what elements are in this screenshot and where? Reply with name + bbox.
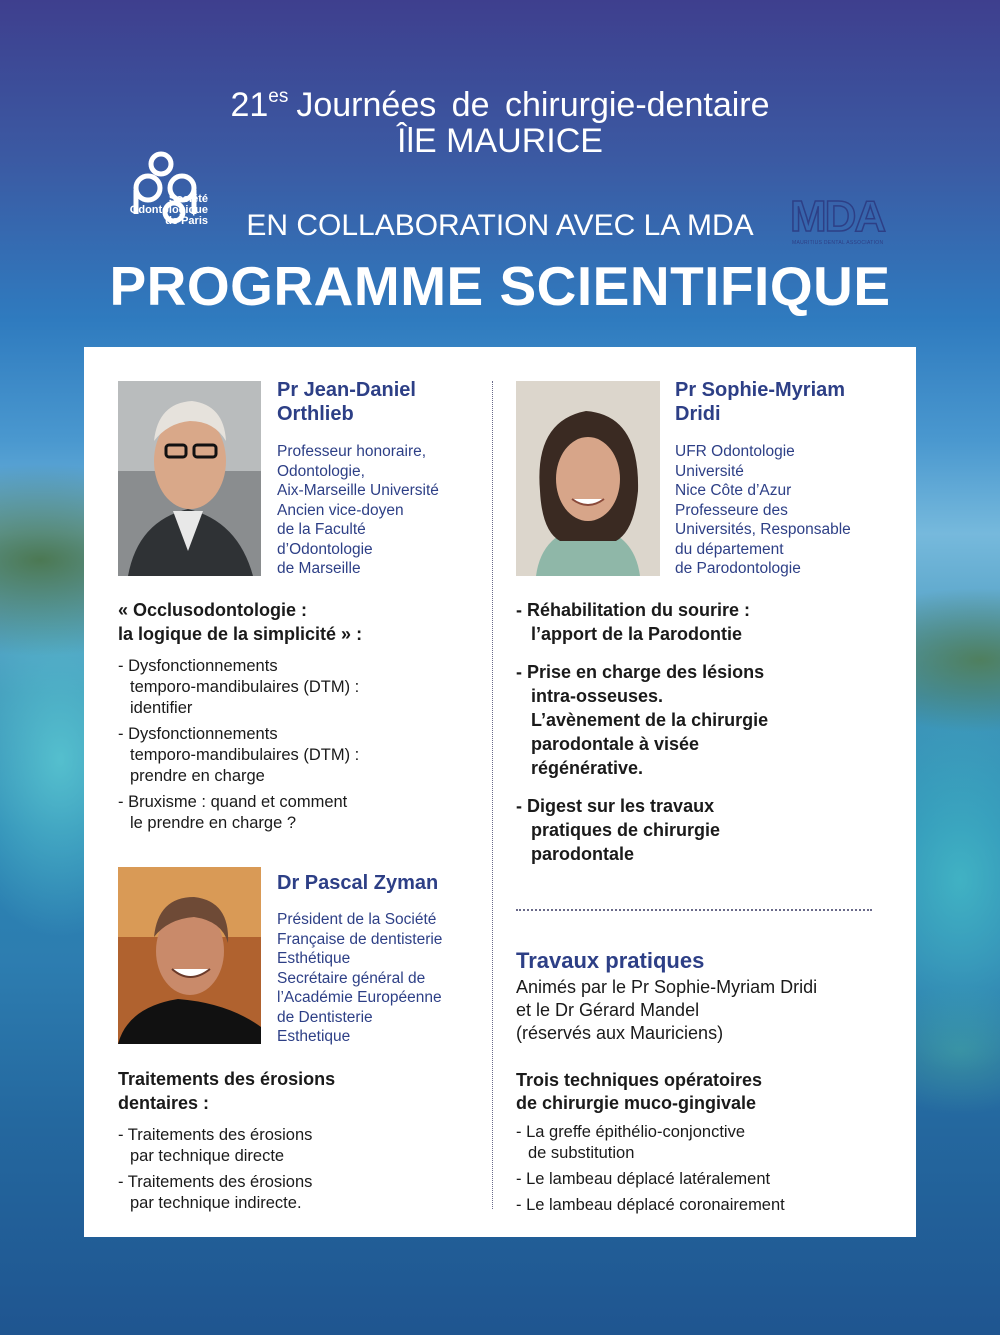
- topic-list-orthlieb: [118, 656, 359, 839]
- topic-list-dridi: [516, 598, 768, 866]
- topic-orthlieb: « Occlusodontologie : la logique de la simplicité » :: [118, 600, 363, 644]
- topic-list-zyman: [118, 1125, 312, 1219]
- speaker-desc-dridi: UFR Odontologie Université Nice Côte d’Azur Professeure des Universités, Responsable du département de Parodontologie: [675, 443, 851, 577]
- techniques-list: [516, 1122, 785, 1221]
- list-item: - Réhabilitation du sourire : l’apport de la Parodontie: [516, 600, 751, 644]
- list-item: - Le lambeau déplacé coronairement: [516, 1196, 785, 1214]
- speaker-desc-orthlieb: Professeur honoraire, Odontologie, Aix-Marseille Université Ancien vice-doyen de la Faculté d’Odontologie de Marseille: [277, 443, 439, 577]
- event-location: ÎlE MAURICE: [397, 122, 603, 160]
- list-item: - Traitements des érosions par technique directe: [118, 1126, 313, 1165]
- techniques-title: Trois techniques opératoires de chirurgie muco-gingivale: [516, 1070, 763, 1113]
- event-title-text: Journées de chirurgie-dentaire: [296, 86, 770, 124]
- speaker-name-zyman: Dr Pascal Zyman: [277, 872, 439, 894]
- event-title: $21^{es}$ Journées de chirurgie-dentaire: [230, 86, 770, 124]
- sop-logo-text: Société Odontologique de Paris: [129, 193, 208, 227]
- list-item: - Traitements des érosions par technique indirecte.: [118, 1173, 313, 1212]
- list-item: - La greffe épithélio-conjonctive de substitution: [516, 1123, 746, 1162]
- speaker-photo-zyman: [118, 867, 261, 1044]
- travaux-text: Animés par le Pr Sophie-Myriam Dridi et le Dr Gérard Mandel (réservés aux Mauriciens): [516, 977, 818, 1043]
- programme-title: PROGRAMME SCIENTIFIQUE: [109, 255, 891, 317]
- column-divider: [492, 381, 493, 1209]
- speaker-photo-dridi: [516, 381, 660, 576]
- travaux-title: Travaux pratiques: [516, 948, 705, 973]
- list-item: - Dysfonctionnements temporo-mandibulaires (DTM) : prendre en charge: [118, 725, 360, 785]
- list-item: - Bruxisme : quand et comment le prendre en charge ?: [118, 793, 348, 832]
- speaker-name-dridi: Pr Sophie-Myriam Dridi: [675, 379, 846, 425]
- mda-logo-subtitle: MAURITIUS DENTAL ASSOCIATION: [792, 240, 884, 246]
- list-item: - Le lambeau déplacé latéralement: [516, 1170, 771, 1188]
- list-item: - Prise en charge des lésions intra-osseuses. L’avènement de la chirurgie parodontale à visée régénérative.: [516, 662, 769, 778]
- speaker-photo-orthlieb: [118, 381, 261, 576]
- mda-logo: MDA: [790, 192, 885, 241]
- speaker-desc-zyman: Président de la Société Française de dentisterie Esthétique Secrétaire général de l’Académie Européenne de Dentisterie Esthetique: [277, 911, 443, 1045]
- speaker-name-orthlieb: Pr Jean-Daniel Orthlieb: [277, 379, 416, 425]
- list-item: - Digest sur les travaux pratiques de chirurgie parodontale: [516, 796, 721, 864]
- topic-zyman: Traitements des érosions dentaires :: [118, 1069, 336, 1113]
- list-item: - Dysfonctionnements temporo-mandibulaires (DTM) : identifier: [118, 657, 360, 717]
- section-divider: [516, 909, 872, 911]
- edition-suffix: es: [268, 86, 289, 107]
- collaboration-line: EN COLLABORATION AVEC LA MDA: [246, 209, 754, 242]
